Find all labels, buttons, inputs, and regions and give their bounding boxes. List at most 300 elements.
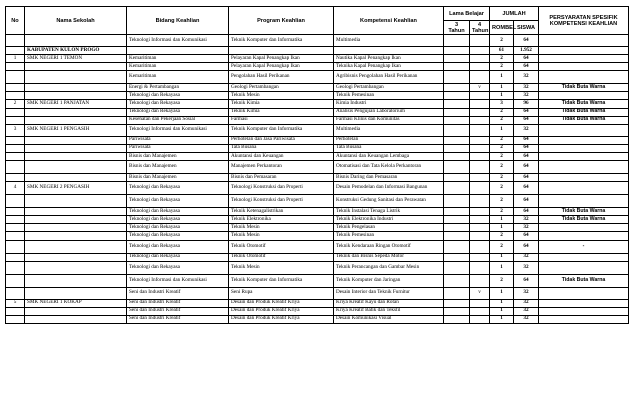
group-count: 2 [490, 182, 514, 195]
group-count: 2 [490, 208, 514, 216]
four-year-mark [470, 124, 490, 136]
group-count: 2 [490, 55, 514, 63]
field-name: Teknologi dan Rekayasa [127, 182, 229, 195]
field-name: Teknologi dan Rekayasa [127, 240, 229, 253]
field-name: Teknologi dan Rekayasa [127, 108, 229, 116]
school-name [25, 261, 127, 274]
table-row [6, 152, 629, 160]
student-count: 32 [514, 71, 539, 84]
four-year-mark [470, 92, 490, 100]
group-count: 1 [490, 287, 514, 299]
four-year-mark [470, 182, 490, 195]
table-row [6, 108, 629, 116]
table-row [6, 253, 629, 261]
table-row [6, 35, 629, 47]
group-count: 2 [490, 136, 514, 144]
student-count: 64 [514, 195, 539, 208]
student-count: 64 [514, 144, 539, 152]
three-year-mark [444, 287, 470, 299]
program-name: Desain dan Produk Kreatif Kriya [229, 299, 334, 307]
requirement [539, 174, 629, 182]
row-number: 2 [6, 100, 25, 108]
header-duration: Lama Belajar [444, 7, 490, 21]
requirement [539, 307, 629, 315]
group-count: 2 [490, 35, 514, 47]
requirement [539, 55, 629, 63]
field-name: Kemaritiman [127, 63, 229, 71]
four-year-mark: v [470, 84, 490, 92]
program-name [229, 47, 334, 55]
student-count: 64 [514, 63, 539, 71]
program-name: Pengolahan Hasil Perikanan [229, 71, 334, 84]
three-year-mark [444, 161, 470, 174]
program-name: Pelayaran Kapal Penangkap Ikan [229, 55, 334, 63]
four-year-mark [470, 299, 490, 307]
three-year-mark [444, 216, 470, 224]
three-year-mark [444, 47, 470, 55]
school-name [25, 253, 127, 261]
four-year-mark [470, 47, 490, 55]
school-name [25, 195, 127, 208]
program-name: Teknik Kimia [229, 100, 334, 108]
table-row [6, 195, 629, 208]
competency-name: Teknik Komputer dan Jaringan [334, 274, 444, 287]
program-name: Teknik Komputer dan Informatika [229, 35, 334, 47]
field-name: Seni dan Industri Kreatif [127, 307, 229, 315]
table-row [6, 84, 629, 92]
row-number [6, 35, 25, 47]
student-count: 64 [514, 161, 539, 174]
table-row [6, 208, 629, 216]
student-count: 64 [514, 240, 539, 253]
three-year-mark [444, 63, 470, 71]
three-year-mark [444, 274, 470, 287]
school-name [25, 240, 127, 253]
requirement [539, 136, 629, 144]
competency-name: Geologi Pertambangan [334, 84, 444, 92]
group-count: 2 [490, 144, 514, 152]
school-name [25, 136, 127, 144]
competency-name: Multimedia [334, 35, 444, 47]
student-count: 32 [514, 261, 539, 274]
program-name: Bisnis dan Pemasaran [229, 174, 334, 182]
header-four-years: 4 Tahun [470, 21, 490, 35]
row-number [6, 307, 25, 315]
four-year-mark [470, 116, 490, 124]
school-name [25, 224, 127, 232]
program-name: Teknik Kimia [229, 108, 334, 116]
row-number [6, 47, 25, 55]
competency-name: Teknik Pemesinan [334, 92, 444, 100]
table-row [6, 261, 629, 274]
three-year-mark [444, 182, 470, 195]
three-year-mark [444, 232, 470, 240]
competency-name: Nautika Kapal Penangkap Ikan [334, 55, 444, 63]
requirement: Tidak Buta Warna [539, 116, 629, 124]
requirement: - [539, 240, 629, 253]
school-name [25, 84, 127, 92]
student-count: 64 [514, 182, 539, 195]
student-count: 64 [514, 108, 539, 116]
four-year-mark [470, 161, 490, 174]
school-name [25, 63, 127, 71]
competency-name: Desain Interior dan Teknik Furnitur [334, 287, 444, 299]
competency-name: Teknik Kendaraan Ringan Otomotif [334, 240, 444, 253]
student-count: 32 [514, 84, 539, 92]
student-count: 64 [514, 208, 539, 216]
row-number: 3 [6, 124, 25, 136]
four-year-mark [470, 136, 490, 144]
program-name: Teknik Mesin [229, 92, 334, 100]
school-name [25, 35, 127, 47]
three-year-mark [444, 55, 470, 63]
group-count: 1 [490, 84, 514, 92]
field-name: Seni dan Industri Kreatif [127, 287, 229, 299]
program-name: Desain dan Produk Kreatif Kriya [229, 307, 334, 315]
student-count: 1.952 [514, 47, 539, 55]
competency-name: Desain Komunikasi Visual [334, 315, 444, 323]
field-name: Teknologi dan Rekayasa [127, 208, 229, 216]
four-year-mark [470, 315, 490, 323]
field-name: Kesehatan dan Pekerjaan Sosial [127, 116, 229, 124]
field-name: Kemaritiman [127, 71, 229, 84]
group-count: 1 [490, 92, 514, 100]
program-name: Teknik Ketenagalistrikan [229, 208, 334, 216]
row-number [6, 274, 25, 287]
field-name: Teknologi dan Rekayasa [127, 216, 229, 224]
competency-name: Kimia Industri [334, 100, 444, 108]
four-year-mark [470, 55, 490, 63]
row-number [6, 315, 25, 323]
row-number [6, 136, 25, 144]
school-name [25, 116, 127, 124]
four-year-mark [470, 216, 490, 224]
field-name: Teknologi Informasi dan Komunikasi [127, 35, 229, 47]
competency-name: Bisnis Daring dan Pemasaran [334, 174, 444, 182]
field-name: Teknologi Informasi dan Komunikasi [127, 124, 229, 136]
field-name: Teknologi Informasi dan Komunikasi [127, 274, 229, 287]
table-row [6, 287, 629, 299]
program-name: Pelayaran Kapal Penangkap Ikan [229, 63, 334, 71]
table-row [6, 161, 629, 174]
program-name: Teknik Elektronika [229, 216, 334, 224]
requirement [539, 152, 629, 160]
competency-name: Teknik Elektronika Industri [334, 216, 444, 224]
requirement [539, 195, 629, 208]
field-name: Bisnis dan Manajemen [127, 174, 229, 182]
four-year-mark [470, 208, 490, 216]
competency-name: Otomatisasi dan Tata Kelola Perkantoran [334, 161, 444, 174]
row-number: 5 [6, 299, 25, 307]
school-name [25, 152, 127, 160]
field-name: Bisnis dan Manajemen [127, 152, 229, 160]
competency-name: Kriya Kreatif Kayu dan Rotan [334, 299, 444, 307]
four-year-mark [470, 35, 490, 47]
program-name: Teknik Mesin [229, 232, 334, 240]
three-year-mark [444, 152, 470, 160]
three-year-mark [444, 253, 470, 261]
table-row [6, 182, 629, 195]
field-name: Seni dan Industri Kreatif [127, 315, 229, 323]
competency-name: Farmasi Klinis dan Komunitas [334, 116, 444, 124]
field-name: Teknologi dan Rekayasa [127, 224, 229, 232]
group-count: 1 [490, 315, 514, 323]
region-row [6, 47, 629, 55]
group-count: 2 [490, 232, 514, 240]
table-row [6, 55, 629, 63]
requirement [539, 144, 629, 152]
group-count: 1 [490, 216, 514, 224]
field-name: Teknologi dan Rekayasa [127, 232, 229, 240]
group-count: 1 [490, 71, 514, 84]
field-name: Bisnis dan Manajemen [127, 161, 229, 174]
school-name [25, 71, 127, 84]
three-year-mark [444, 261, 470, 274]
group-count: 2 [490, 174, 514, 182]
field-name: Teknologi dan Rekayasa [127, 92, 229, 100]
requirement [539, 315, 629, 323]
requirement [539, 182, 629, 195]
row-number [6, 174, 25, 182]
four-year-mark [470, 100, 490, 108]
table-row [6, 307, 629, 315]
row-number [6, 71, 25, 84]
school-name [25, 232, 127, 240]
school-name [25, 274, 127, 287]
requirement [539, 261, 629, 274]
requirement [539, 287, 629, 299]
header-school: Nama Sekolah [25, 7, 127, 35]
table-row [6, 174, 629, 182]
four-year-mark [470, 144, 490, 152]
table-row [6, 240, 629, 253]
program-name: Tata Busana [229, 144, 334, 152]
table-row [6, 216, 629, 224]
competency-name: Teknika Kapal Penangkap Ikan [334, 63, 444, 71]
student-count: 32 [514, 124, 539, 136]
three-year-mark [444, 315, 470, 323]
row-number [6, 63, 25, 71]
student-count: 32 [514, 216, 539, 224]
four-year-mark [470, 174, 490, 182]
header-no: No [6, 7, 25, 35]
four-year-mark [470, 108, 490, 116]
student-count: 32 [514, 307, 539, 315]
table-row [6, 71, 629, 84]
program-name: Seni Rupa [229, 287, 334, 299]
field-name: Teknologi dan Rekayasa [127, 253, 229, 261]
school-name [25, 174, 127, 182]
program-name: Teknik Komputer dan Informatika [229, 124, 334, 136]
table-row [6, 144, 629, 152]
requirement: Tidak Buta Warna [539, 208, 629, 216]
school-name [25, 208, 127, 216]
table-row [6, 100, 629, 108]
four-year-mark [470, 240, 490, 253]
three-year-mark [444, 208, 470, 216]
school-name [25, 315, 127, 323]
student-count: 96 [514, 100, 539, 108]
four-year-mark [470, 63, 490, 71]
field-name: Energi & Pertambangan [127, 84, 229, 92]
student-count: 32 [514, 253, 539, 261]
student-count: 64 [514, 152, 539, 160]
row-number [6, 224, 25, 232]
three-year-mark [444, 136, 470, 144]
student-count: 64 [514, 232, 539, 240]
three-year-mark [444, 240, 470, 253]
row-number [6, 92, 25, 100]
program-name: Teknik Mesin [229, 261, 334, 274]
requirement [539, 224, 629, 232]
four-year-mark [470, 224, 490, 232]
group-count: 2 [490, 195, 514, 208]
table-row [6, 224, 629, 232]
row-number [6, 216, 25, 224]
competency-name [334, 47, 444, 55]
header-competency: Kompetensi Keahlian [334, 7, 444, 35]
group-count: 2 [490, 161, 514, 174]
field-name [127, 47, 229, 55]
competency-name: Teknik Pengelasan [334, 224, 444, 232]
requirement [539, 71, 629, 84]
row-number [6, 84, 25, 92]
three-year-mark [444, 174, 470, 182]
program-name: Teknologi Konstruksi dan Properti [229, 195, 334, 208]
three-year-mark [444, 299, 470, 307]
row-number [6, 161, 25, 174]
requirement: Tidak Buta Warna [539, 274, 629, 287]
competency-name: Konstruksi Gedung Sanitasi dan Perawatan [334, 195, 444, 208]
four-year-mark [470, 195, 490, 208]
four-year-mark [470, 152, 490, 160]
requirement [539, 253, 629, 261]
group-count: 1 [490, 253, 514, 261]
school-program-table [5, 6, 629, 324]
field-name: Teknologi dan Rekayasa [127, 195, 229, 208]
table-row [6, 315, 629, 323]
student-count: 32 [514, 92, 539, 100]
school-name [25, 92, 127, 100]
three-year-mark [444, 195, 470, 208]
requirement [539, 124, 629, 136]
requirement [539, 232, 629, 240]
table-row [6, 63, 629, 71]
header-three-years: 3 Tahun [444, 21, 470, 35]
group-count: 2 [490, 152, 514, 160]
competency-name: Teknik dan Bisnis Sepeda Motor [334, 253, 444, 261]
program-name: Desain dan Produk Kreatif Kriya [229, 315, 334, 323]
three-year-mark [444, 307, 470, 315]
row-number [6, 253, 25, 261]
student-count: 64 [514, 274, 539, 287]
competency-name: Kriya Kreatif Batik dan Tekstil [334, 307, 444, 315]
competency-name: Perhotelan [334, 136, 444, 144]
program-name: Akuntansi dan Keuangan [229, 152, 334, 160]
header-program: Program Keahlian [229, 7, 334, 35]
row-number [6, 195, 25, 208]
table-row [6, 116, 629, 124]
requirement [539, 35, 629, 47]
requirement [539, 299, 629, 307]
program-name: Farmasi [229, 116, 334, 124]
competency-name: Desain Pemodelan dan Informasi Bangunan [334, 182, 444, 195]
row-number [6, 240, 25, 253]
table-row [6, 124, 629, 136]
row-number [6, 116, 25, 124]
program-name: Geologi Pertambangan [229, 84, 334, 92]
group-count: 2 [490, 108, 514, 116]
table-row [6, 299, 629, 307]
program-name: Teknik Otomotif [229, 240, 334, 253]
student-count: 32 [514, 224, 539, 232]
three-year-mark [444, 35, 470, 47]
row-number [6, 261, 25, 274]
field-name: Pariwisata [127, 136, 229, 144]
field-name: Pariwisata [127, 144, 229, 152]
row-number [6, 208, 25, 216]
school-name [25, 108, 127, 116]
row-number: 4 [6, 182, 25, 195]
school-name: SMK NEGERI 1 KOKAP [25, 299, 127, 307]
four-year-mark [470, 71, 490, 84]
three-year-mark [444, 124, 470, 136]
program-name: Manajemen Perkantoran [229, 161, 334, 174]
school-name: SMK NEGERI 1 PENGASIH [25, 124, 127, 136]
three-year-mark [444, 144, 470, 152]
row-number: 1 [6, 55, 25, 63]
program-name: Perhotelan dan Jasa Pariwisata [229, 136, 334, 144]
program-name: Teknik Komputer dan Informatika [229, 274, 334, 287]
requirement: Tidak Buta Warna [539, 216, 629, 224]
header-requirements: PERSYARATAN SPESIFIK KOMPETENSI KEAHLIAN [539, 7, 629, 35]
competency-name: Teknik Pemesinan [334, 232, 444, 240]
program-name: Teknik Mesin [229, 224, 334, 232]
row-number [6, 152, 25, 160]
school-name: KABUPATEN KULON PROGO [25, 47, 127, 55]
school-name [25, 161, 127, 174]
four-year-mark [470, 261, 490, 274]
school-name: SMK NEGERI 2 PENGASIH [25, 182, 127, 195]
row-number [6, 287, 25, 299]
group-count: 1 [490, 224, 514, 232]
requirement [539, 161, 629, 174]
row-number [6, 144, 25, 152]
requirement [539, 92, 629, 100]
field-name: Teknologi dan Rekayasa [127, 100, 229, 108]
three-year-mark [444, 224, 470, 232]
school-name [25, 144, 127, 152]
three-year-mark [444, 100, 470, 108]
requirement [539, 63, 629, 71]
four-year-mark [470, 253, 490, 261]
requirement: Tidak Buta Warna [539, 108, 629, 116]
competency-name: Analisis Pengujian Laboratorium [334, 108, 444, 116]
three-year-mark [444, 108, 470, 116]
field-name: Seni dan Industri Kreatif [127, 299, 229, 307]
competency-name: Multimedia [334, 124, 444, 136]
group-count: 2 [490, 274, 514, 287]
group-count: 1 [490, 261, 514, 274]
table-row [6, 92, 629, 100]
student-count: 64 [514, 136, 539, 144]
competency-name: Tata Busana [334, 144, 444, 152]
requirement: Tidak Buta Warna [539, 84, 629, 92]
school-name [25, 307, 127, 315]
table-row [6, 136, 629, 144]
student-count: 64 [514, 174, 539, 182]
student-count: 32 [514, 315, 539, 323]
